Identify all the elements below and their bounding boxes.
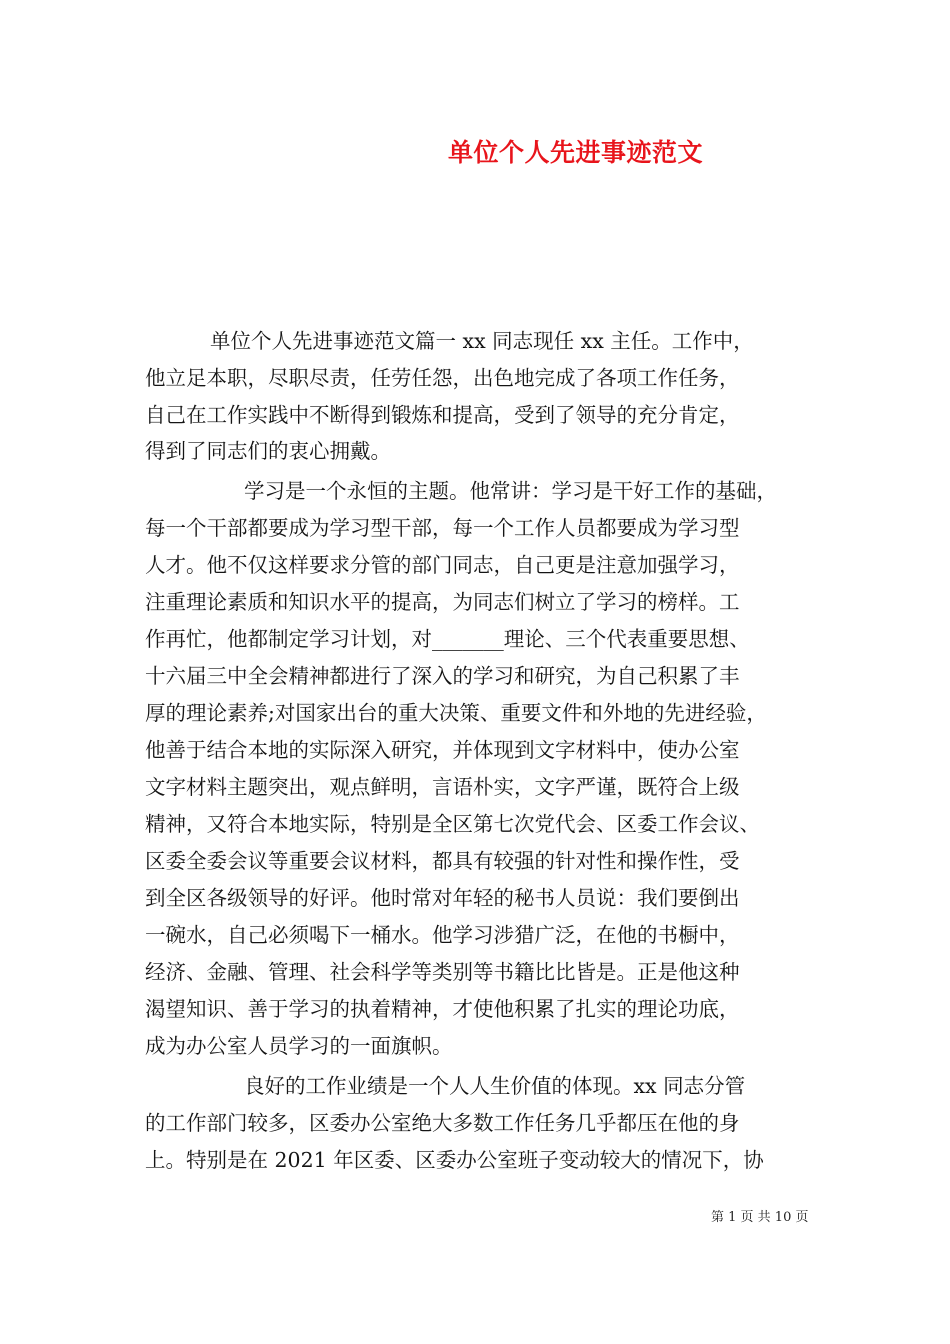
- document-title: 单位个人先进事迹范文: [448, 138, 704, 167]
- body-line: 注重理论素质和知识水平的提高，为同志们树立了学习的榜样。工: [145, 590, 740, 614]
- body-line: 自己在工作实践中不断得到锻炼和提高，受到了领导的充分肯定，: [145, 403, 740, 427]
- body-line: 十六届三中全会精神都进行了深入的学习和研究，为自己积累了丰: [145, 664, 740, 688]
- body-line: 作再忙，他都制定学习计划，对_______理论、三个代表重要思想、: [145, 627, 750, 651]
- body-line: 他立足本职，尽职尽责，任劳任怨，出色地完成了各项工作任务，: [145, 366, 740, 390]
- body-line: 到全区各级领导的好评。他时常对年轻的秘书人员说：我们要倒出: [145, 886, 740, 910]
- body-line: 的工作部门较多，区委办公室绝大多数工作任务几乎都压在他的身: [145, 1111, 740, 1135]
- body-line: 渴望知识、善于学习的执着精神，才使他积累了扎实的理论功底，: [145, 997, 740, 1021]
- body-line: 单位个人先进事迹范文篇一 xx 同志现任 xx 主任。工作中，: [210, 329, 754, 353]
- body-line: 区委全委会议等重要会议材料，都具有较强的针对性和操作性，受: [145, 849, 740, 873]
- body-line: 精神，又符合本地实际，特别是全区第七次党代会、区委工作会议、: [145, 812, 760, 836]
- body-line: 得到了同志们的衷心拥戴。: [145, 439, 391, 463]
- body-line: 良好的工作业绩是一个人人生价值的体现。xx 同志分管: [244, 1074, 746, 1098]
- body-line: 厚的理论素养;对国家出台的重大决策、重要文件和外地的先进经验，: [145, 701, 767, 725]
- body-line: 成为办公室人员学习的一面旗帜。: [145, 1034, 453, 1058]
- body-line: 文字材料主题突出，观点鲜明，言语朴实，文字严谨，既符合上级: [145, 775, 740, 799]
- body-line: 一碗水，自己必须喝下一桶水。他学习涉猎广泛，在他的书橱中，: [145, 923, 740, 947]
- body-line: 学习是一个永恒的主题。他常讲：学习是干好工作的基础，: [244, 479, 777, 503]
- page-number: 第 1 页 共 10 页: [711, 1210, 809, 1225]
- body-line: 经济、金融、管理、社会科学等类别等书籍比比皆是。正是他这种: [145, 960, 740, 984]
- body-line: 上。特别是在 2021 年区委、区委办公室班子变动较大的情况下，协: [145, 1148, 764, 1172]
- body-line: 人才。他不仅这样要求分管的部门同志，自己更是注意加强学习，: [145, 553, 740, 577]
- body-line: 每一个干部都要成为学习型干部，每一个工作人员都要成为学习型: [145, 516, 740, 540]
- body-line: 他善于结合本地的实际深入研究，并体现到文字材料中，使办公室: [145, 738, 740, 762]
